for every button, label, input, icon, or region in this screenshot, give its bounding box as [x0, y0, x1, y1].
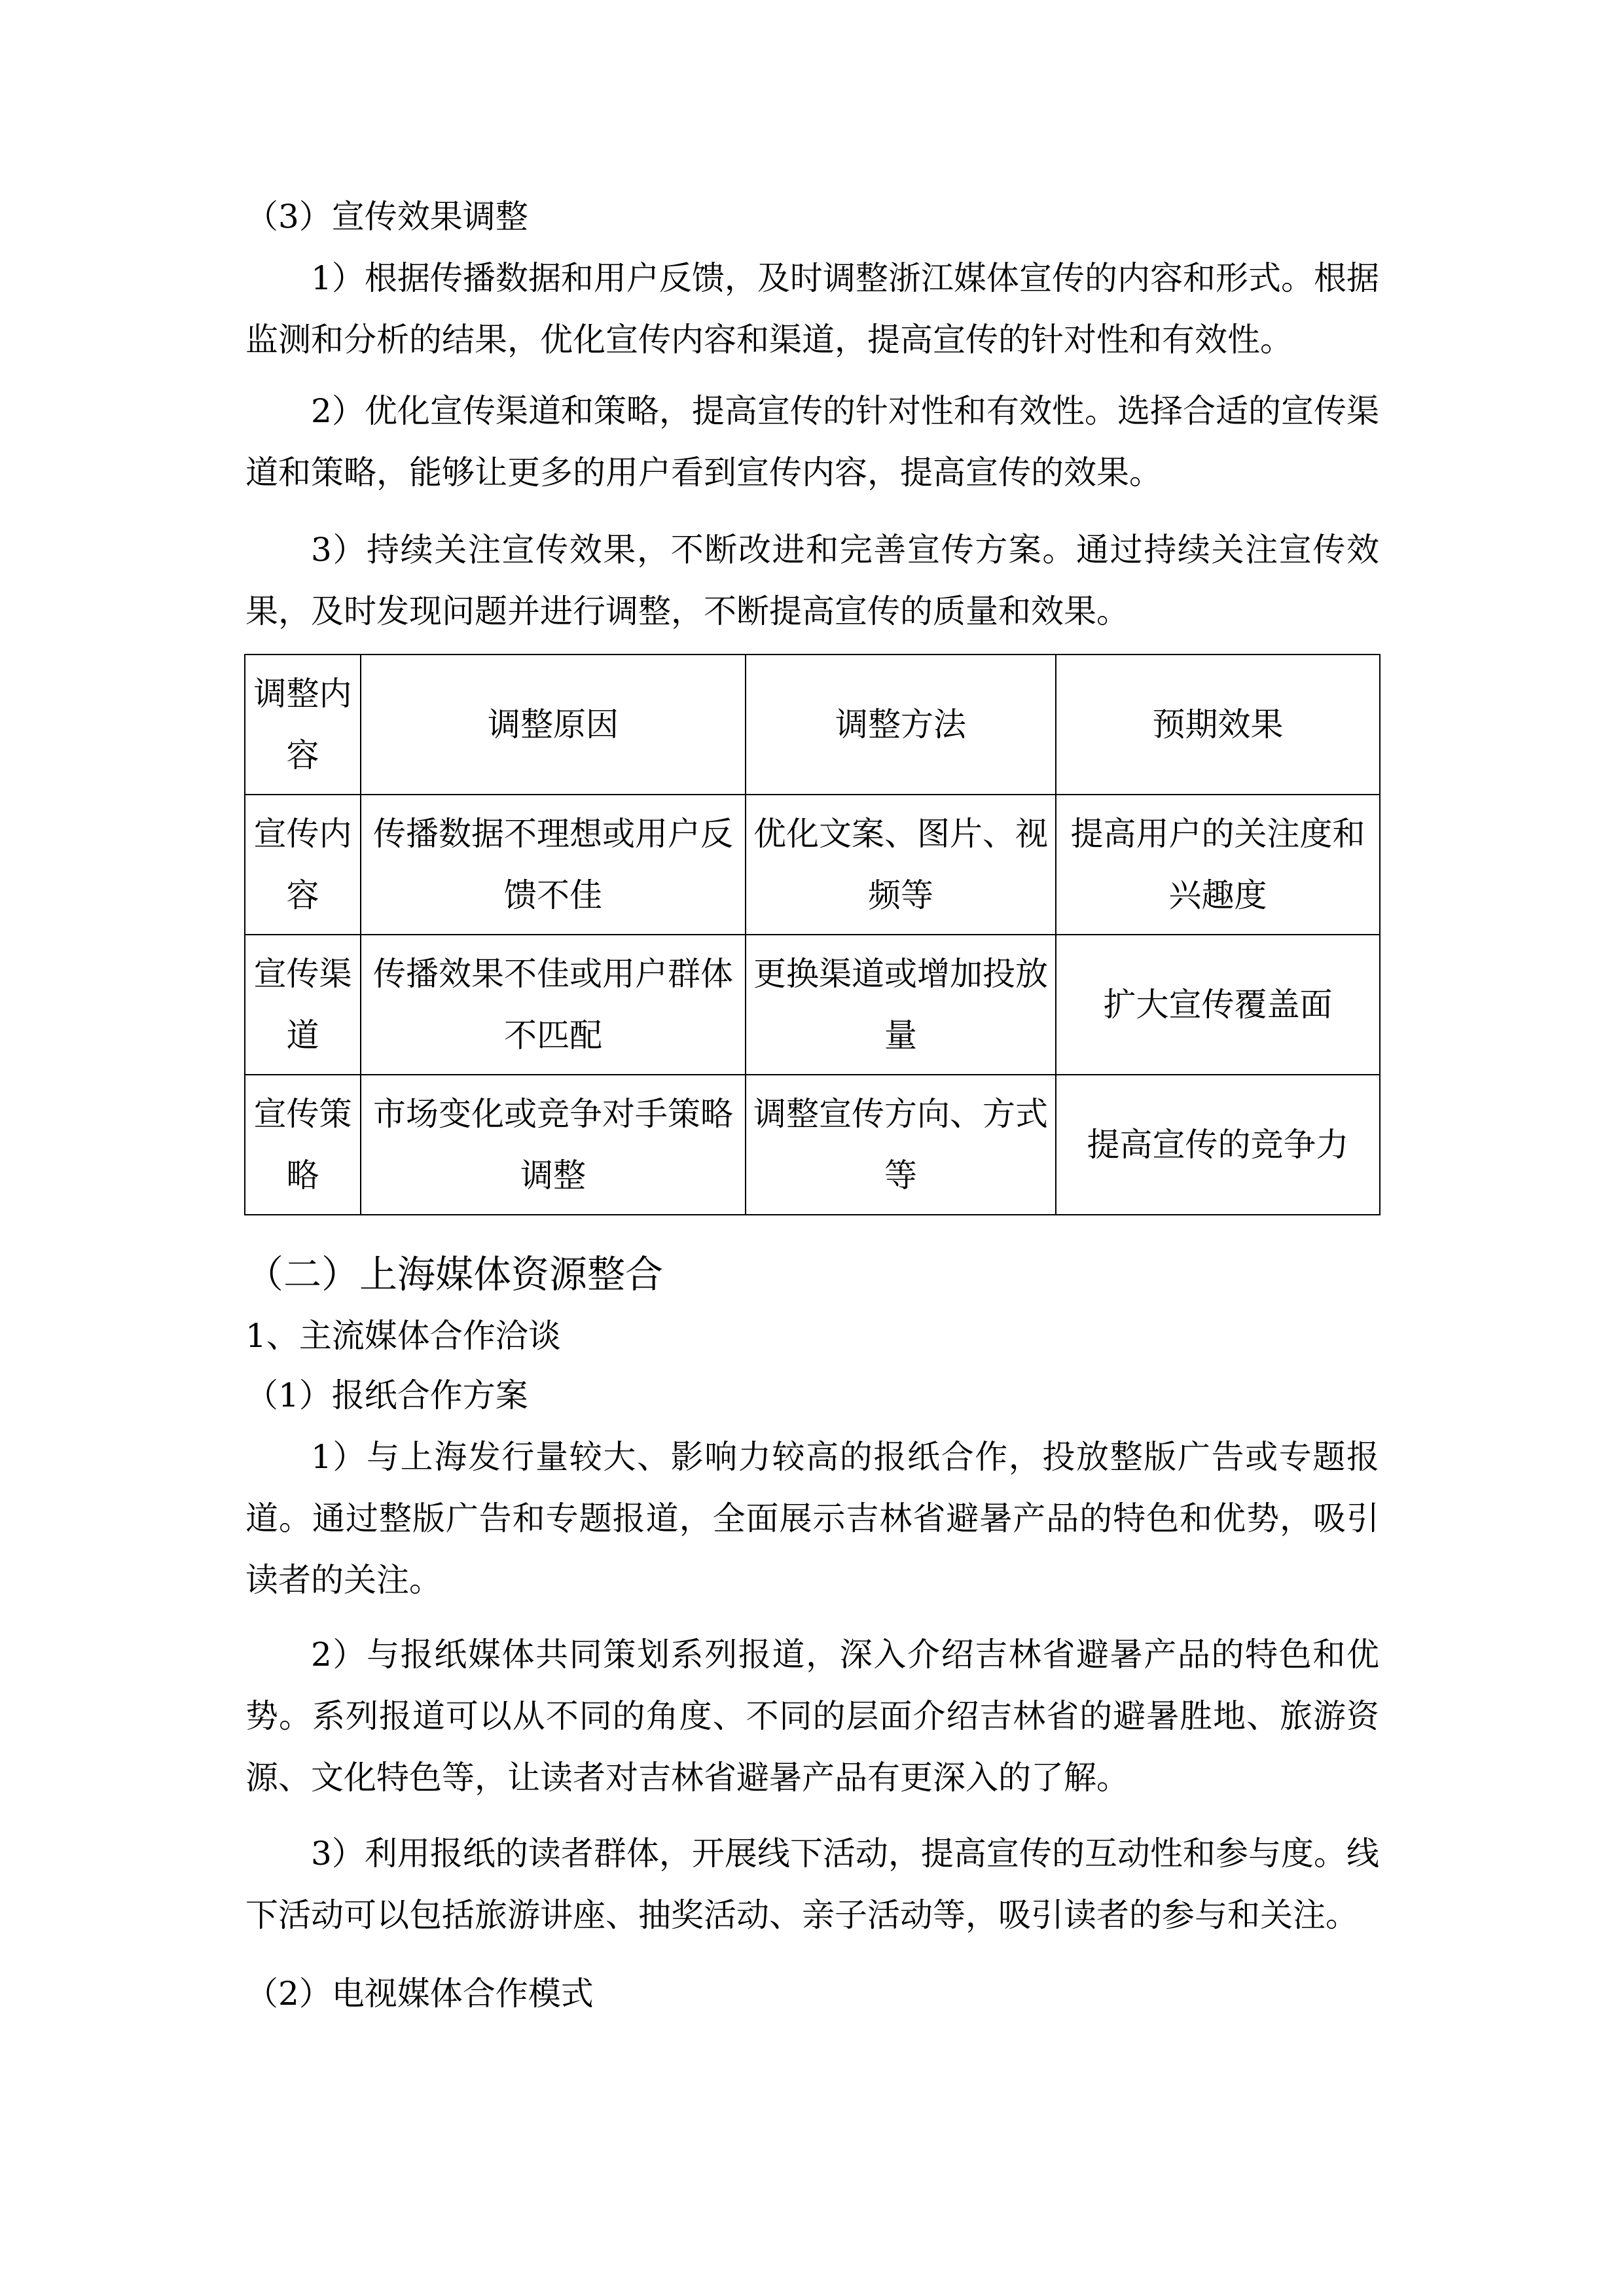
table-row [245, 1075, 1380, 1215]
table-cell: 提高用户的关注度和兴趣度 [1056, 795, 1380, 935]
table-cell: 传播数据不理想或用户反馈不佳 [361, 795, 746, 935]
table-header-row [245, 655, 1380, 795]
table-cell: 更换渠道或增加投放量 [746, 935, 1056, 1075]
table-row [245, 935, 1380, 1075]
section-heading: （二）上海媒体资源整合 [245, 1252, 664, 1297]
header-cell: 调整方法 [746, 655, 1056, 795]
table-cell: 宣传策略 [245, 1075, 361, 1215]
header-cell: 预期效果 [1056, 655, 1380, 795]
paragraph: 1）根据传播数据和用户反馈，及时调整浙江媒体宣传的内容和形式。根据监测和分析的结果，优化宣传内容和渠道，提高宣传的针对性和有效性。 [245, 259, 1379, 359]
paragraph: 3）利用报纸的读者群体，开展线下活动，提高宣传的互动性和参与度。线下活动可以包括旅游讲座、抽奖活动、亲子活动等，吸引读者的参与和关注。 [245, 1835, 1379, 1934]
table-cell: 宣传内容 [245, 795, 361, 935]
subsection-title: （2）电视媒体合作模式 [245, 1975, 594, 2013]
paragraph: 3）持续关注宣传效果，不断改进和完善宣传方案。通过持续关注宣传效果，及时发现问题并进行调整，不断提高宣传的质量和效果。 [245, 531, 1379, 630]
table-cell: 提高宣传的竞争力 [1056, 1075, 1380, 1215]
table-cell: 优化文案、图片、视频等 [746, 795, 1056, 935]
table-row [245, 795, 1380, 935]
paragraph: 1）与上海发行量较大、影响力较高的报纸合作，投放整版广告或专题报道。通过整版广告和专题报道，全面展示吉林省避暑产品的特色和优势，吸引读者的关注。 [245, 1438, 1379, 1599]
paragraph: 2）与报纸媒体共同策划系列报道，深入介绍吉林省避暑产品的特色和优势。系列报道可以从不同的角度、不同的层面介绍吉林省的避暑胜地、旅游资源、文化特色等，让读者对吉林省避暑产品有更深入的了解。 [245, 1636, 1379, 1797]
table-cell: 调整宣传方向、方式等 [746, 1075, 1056, 1215]
section-title: （3）宣传效果调整 [245, 198, 528, 236]
adjustment-table [244, 654, 1380, 1215]
paragraph: 2）优化宣传渠道和策略，提高宣传的针对性和有效性。选择合适的宣传渠道和策略，能够让更多的用户看到宣传内容，提高宣传的效果。 [245, 392, 1379, 492]
subsection-title: （1）报纸合作方案 [245, 1376, 528, 1414]
table-cell: 扩大宣传覆盖面 [1056, 935, 1380, 1075]
table-cell: 传播效果不佳或用户群体不匹配 [361, 935, 746, 1075]
table-cell: 市场变化或竞争对手策略调整 [361, 1075, 746, 1215]
table-cell: 宣传渠道 [245, 935, 361, 1075]
header-cell: 调整原因 [361, 655, 746, 795]
header-cell: 调整内容 [245, 655, 361, 795]
subsection-heading: 1、主流媒体合作洽谈 [245, 1317, 561, 1355]
